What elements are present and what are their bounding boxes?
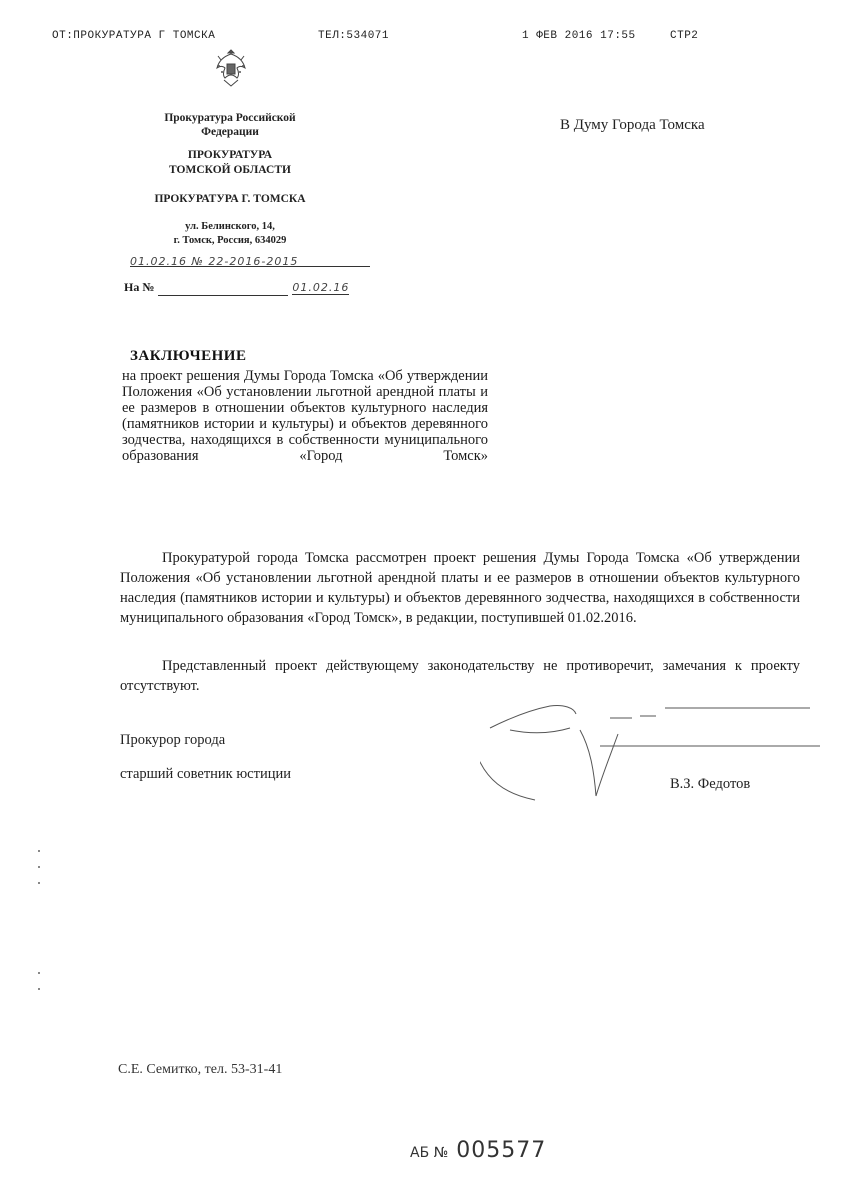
coat-of-arms-emblem bbox=[212, 46, 250, 92]
margin-marks bbox=[38, 850, 42, 898]
fax-page: СТР2 bbox=[670, 30, 699, 42]
executor-contact: С.Е. Семитко, тел. 53-31-41 bbox=[118, 1062, 283, 1077]
outgoing-number-line bbox=[130, 252, 370, 267]
letterhead-address-2: г. Томск, Россия, 634029 bbox=[173, 235, 287, 246]
outgoing-number: 01.02.16 № 22-2016-2015 bbox=[130, 255, 299, 268]
reference-line bbox=[124, 278, 356, 296]
reference-number-blank bbox=[158, 285, 288, 296]
letterhead-line-5: ПРОКУРАТУРА Г. ТОМСКА bbox=[154, 193, 306, 205]
reference-date: 01.02.16 bbox=[292, 281, 350, 294]
body-paragraph-2: Представленный проект действующему законодательству не противоречит, замечания к проекту отсутствуют. bbox=[120, 658, 800, 694]
letterhead-line-1: Прокуратура Российской bbox=[164, 112, 296, 124]
addressee: В Думу Города Томска bbox=[560, 117, 705, 133]
fax-phone: ТЕЛ:534071 bbox=[318, 30, 390, 42]
letterhead-line-3: ПРОКУРАТУРА bbox=[187, 149, 273, 161]
document-title: ЗАКЛЮЧЕНИЕ bbox=[130, 348, 247, 364]
registration-number bbox=[410, 1138, 546, 1163]
registration-value: 005577 bbox=[456, 1138, 547, 1163]
signatory-position: Прокурор города bbox=[120, 732, 226, 748]
margin-marks-lower bbox=[38, 972, 42, 1004]
handwritten-signature bbox=[480, 690, 820, 810]
fax-datetime: 1 ФЕВ 2016 17:55 bbox=[522, 30, 636, 42]
letterhead-line-2: Федерации bbox=[201, 126, 259, 138]
letterhead-address-1: ул. Белинского, 14, bbox=[185, 221, 275, 232]
signatory-name: В.З. Федотов bbox=[670, 776, 751, 792]
letterhead-line-4: ТОМСКОЙ ОБЛАСТИ bbox=[169, 164, 291, 176]
signatory-rank: старший советник юстиции bbox=[120, 766, 291, 782]
registration-prefix: АБ № bbox=[410, 1145, 449, 1161]
document-subject: на проект решения Думы Города Томска «Об утверждении Положения «Об установлении льготной арендной платы и ее размеров в отношении объектов культурного наследия (памятников истории и культуры) и объектов деревянного зодчества, находящихся в собственности муниципального образования «Город Томск» bbox=[122, 368, 488, 464]
reference-label: На № bbox=[124, 280, 155, 294]
body-paragraph-1: Прокуратурой города Томска рассмотрен проект решения Думы Города Томска «Об утверждении Положения «Об установлении льготной арендной платы и ее размеров в отношении объектов культурного наследия (памятников истории и культуры) и объектов деревянного зодчества, находящихся в собственности муниципального образования «Город Томск», в редакции, поступившей 01.02.2016. bbox=[120, 550, 800, 626]
fax-sender: ОТ:ПРОКУРАТУРА Г ТОМСКА bbox=[52, 30, 216, 42]
